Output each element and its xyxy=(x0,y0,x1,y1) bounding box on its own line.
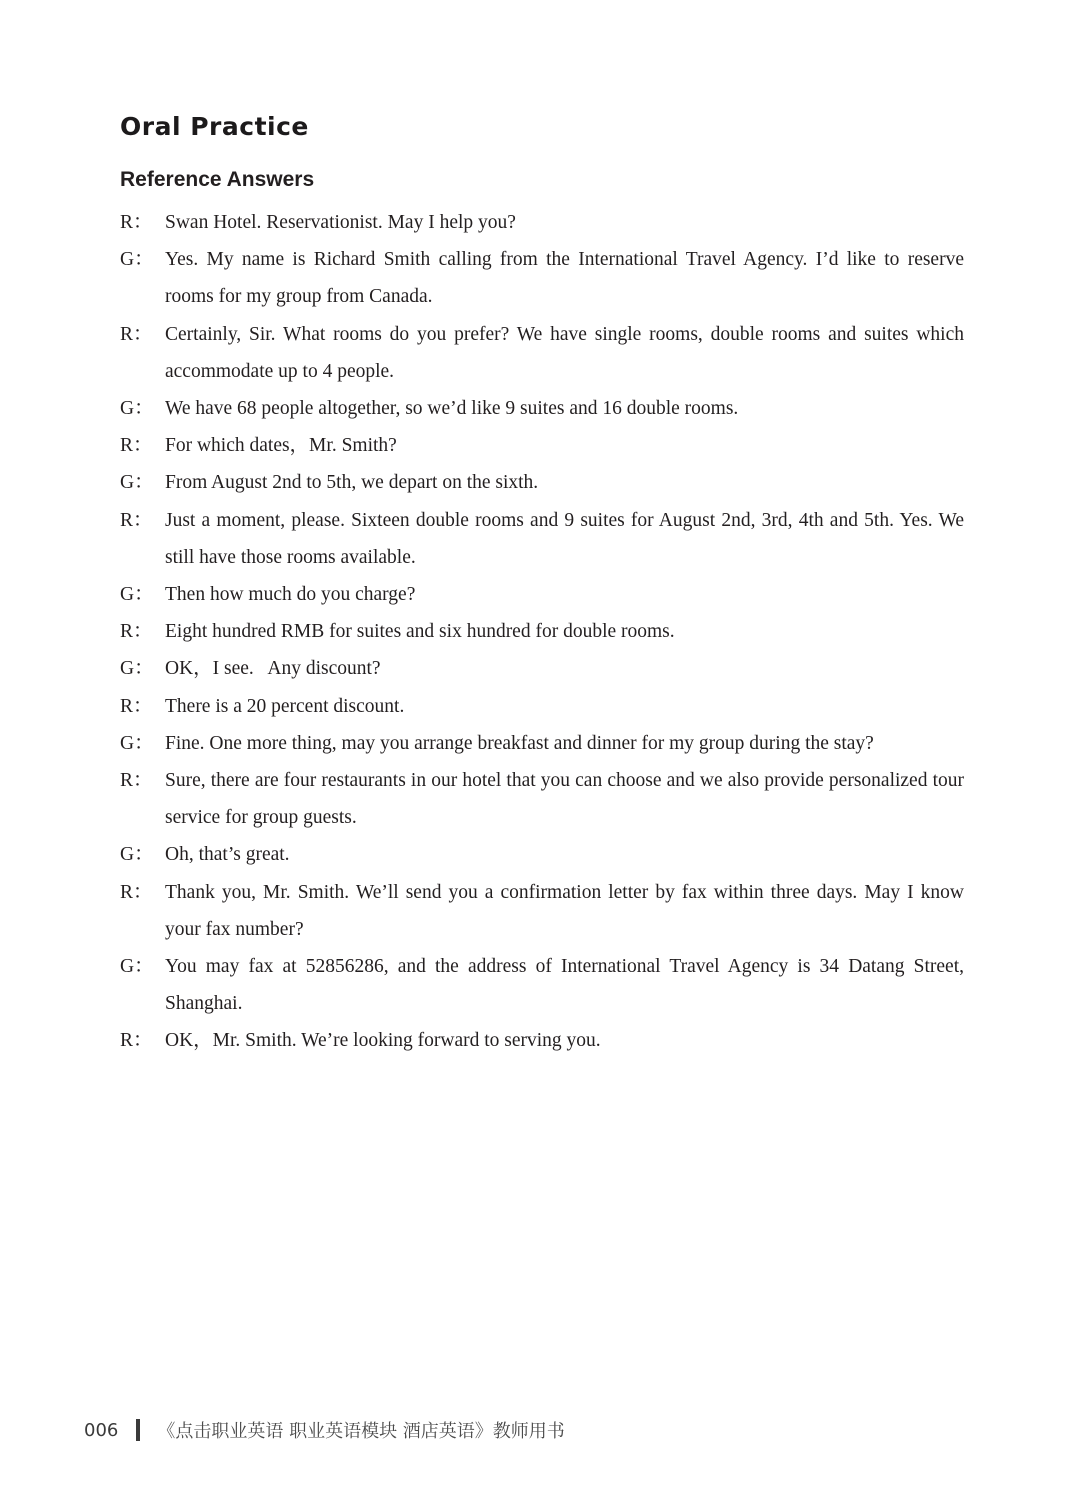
dialogue-line xyxy=(120,613,964,650)
dialogue-line xyxy=(120,874,964,948)
speaker-label: G： xyxy=(120,249,154,271)
dialogue-line xyxy=(120,948,964,1022)
utterance-text: Fine. One more thing, may you arrange breakfast and dinner for my group during the stay? xyxy=(165,732,874,754)
speaker-label: R： xyxy=(120,323,153,345)
dialogue-line xyxy=(120,427,964,464)
page-footer xyxy=(84,1415,565,1445)
dialogue-line xyxy=(120,316,964,390)
section-title: Oral Practice xyxy=(120,112,309,141)
speaker-label: G： xyxy=(120,732,154,754)
dialogue-line xyxy=(120,650,964,687)
dialogue-line xyxy=(120,836,964,873)
dialogue-line xyxy=(120,390,964,427)
speaker-label: G： xyxy=(120,584,154,606)
footer-divider xyxy=(136,1419,140,1441)
page-number: 006 xyxy=(84,1419,119,1441)
utterance-text: You may fax at 52856286, and the address of International Travel Agency is 34 Datang Street, Shanghai. xyxy=(165,956,964,1015)
speaker-label: R： xyxy=(120,212,153,233)
speaker-label: G： xyxy=(120,658,154,680)
utterance-text: Then how much do you charge? xyxy=(165,584,416,606)
utterance-text: Thank you, Mr. Smith. We’ll send you a confirmation letter by fax within three days. May I know your fax number? xyxy=(165,881,964,940)
utterance-text: There is a 20 percent discount. xyxy=(165,695,405,717)
speaker-label: R： xyxy=(120,881,153,903)
speaker-label: G： xyxy=(120,844,154,866)
dialogue-line xyxy=(120,204,964,241)
utterance-text: Just a moment, please. Sixteen double rooms and 9 suites for August 2nd, 3rd, 4th and 5th. Yes. We still have those rooms available. xyxy=(165,509,964,568)
speaker-label: R： xyxy=(120,621,153,643)
speaker-label: G： xyxy=(120,956,154,978)
speaker-label: R： xyxy=(120,435,153,457)
utterance-text: Eight hundred RMB for suites and six hundred for double rooms. xyxy=(165,621,675,643)
dialogue-line xyxy=(120,464,964,501)
dialogue-line xyxy=(120,241,964,315)
dialogue-line xyxy=(120,688,964,725)
utterance-text: Yes. My name is Richard Smith calling from the International Travel Agency. I’d like to reserve rooms for my group from Canada. xyxy=(165,249,964,308)
dialogue-line xyxy=(120,762,964,836)
utterance-text: OK，Mr. Smith. We’re looking forward to serving you. xyxy=(165,1030,601,1052)
utterance-text: For which dates，Mr. Smith? xyxy=(165,435,397,457)
speaker-label: R： xyxy=(120,1030,153,1052)
utterance-text: Certainly, Sir. What rooms do you prefer? We have single rooms, double rooms and suites which accommodate up to 4 people. xyxy=(165,323,964,382)
speaker-label: G： xyxy=(120,472,154,494)
utterance-text: Swan Hotel. Reservationist. May I help you? xyxy=(165,212,516,233)
book-title: 《点击职业英语 职业英语模块 酒店英语》教师用书 xyxy=(157,1421,565,1442)
speaker-label: R： xyxy=(120,695,153,717)
utterance-text: From August 2nd to 5th, we depart on the sixth. xyxy=(165,472,539,494)
utterance-text: Sure, there are four restaurants in our hotel that you can choose and we also provide personalized tour service for group guests. xyxy=(165,770,964,829)
dialogue-line xyxy=(120,1022,964,1059)
utterance-text: We have 68 people altogether, so we’d like 9 suites and 16 double rooms. xyxy=(165,398,739,420)
speaker-label: G： xyxy=(120,398,154,420)
dialogue-line xyxy=(120,725,964,762)
utterance-text: OK，I see. Any discount? xyxy=(165,658,381,680)
utterance-text: Oh, that’s great. xyxy=(165,844,290,866)
dialogue xyxy=(120,204,964,1060)
dialogue-line xyxy=(120,502,964,576)
speaker-label: R： xyxy=(120,770,153,792)
dialogue-line xyxy=(120,576,964,613)
section-subtitle: Reference Answers xyxy=(120,168,315,191)
speaker-label: R： xyxy=(120,509,153,531)
